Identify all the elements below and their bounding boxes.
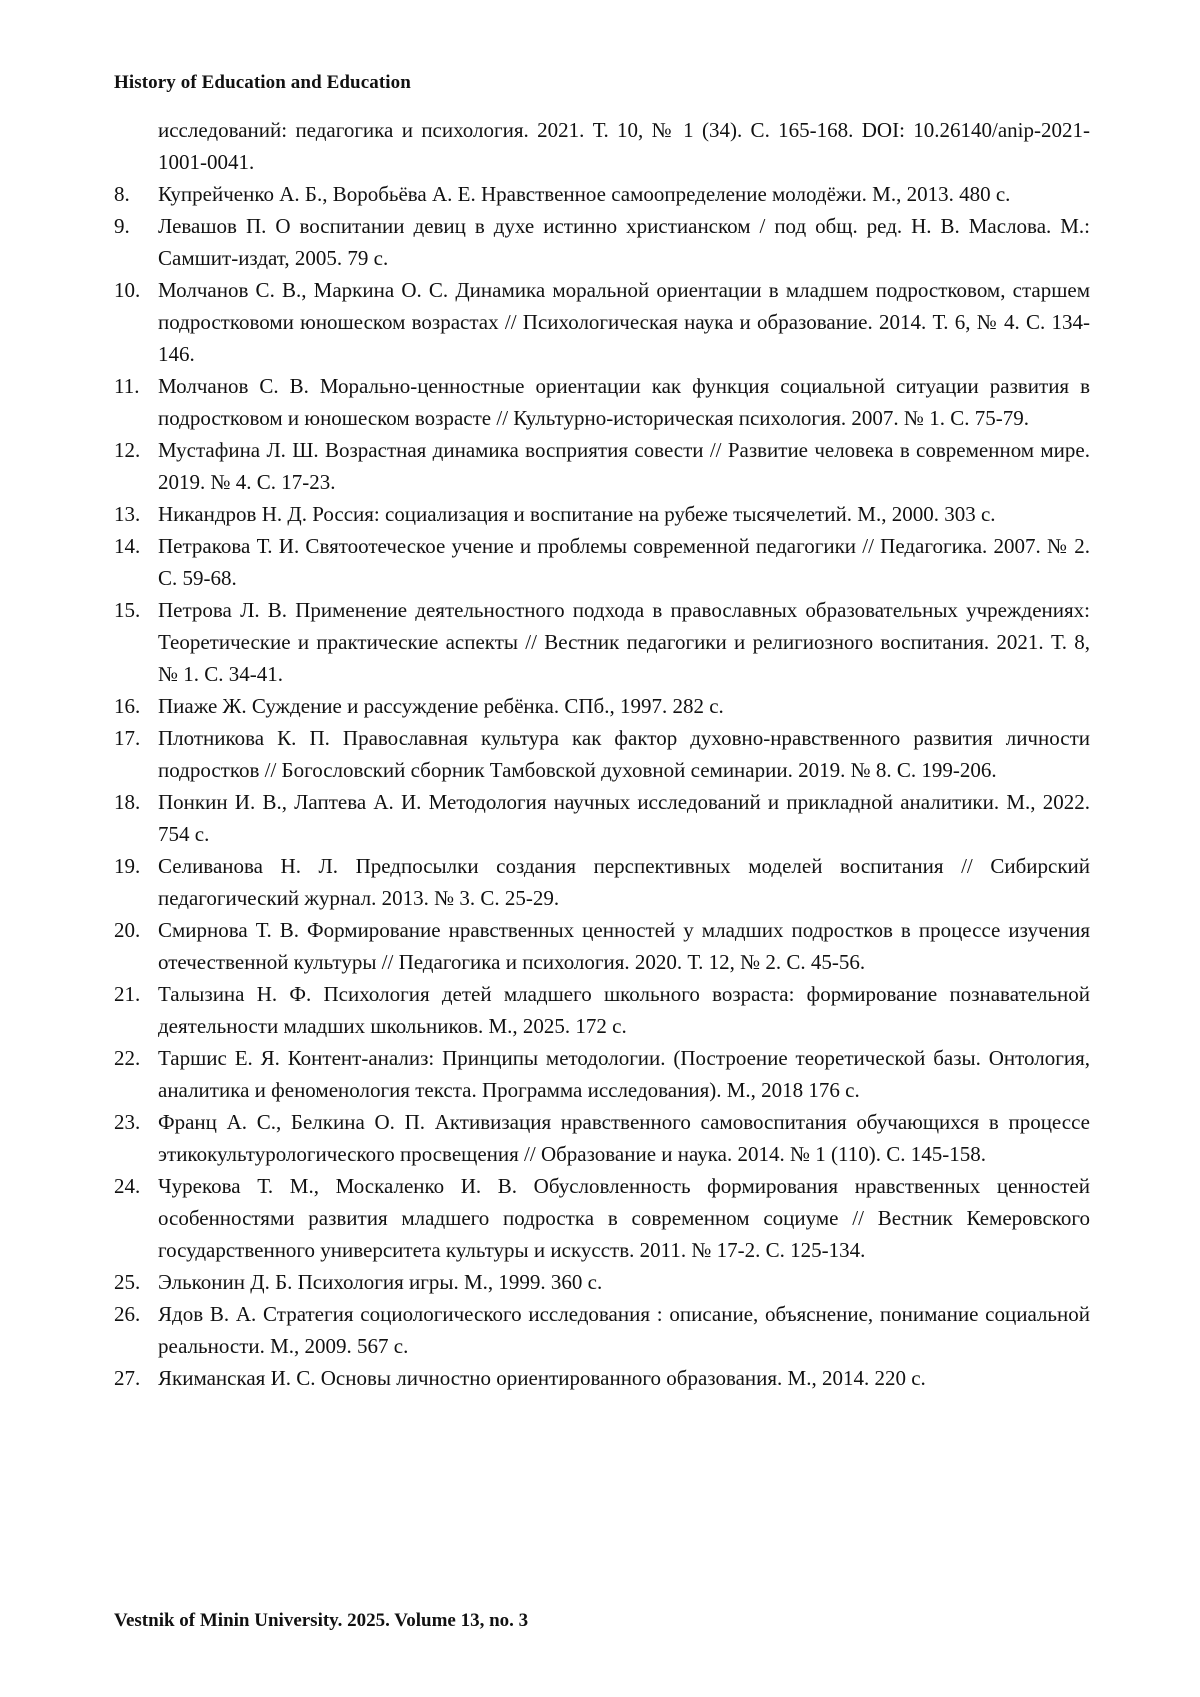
reference-number: 25.	[114, 1266, 152, 1298]
reference-item	[114, 370, 1090, 434]
reference-text: Молчанов С. В. Морально-ценностные ориентации как функция социальной ситуации развития в подростковом и юношеском возрасте // Культурно-историческая психология. 2007. № 1. С. 75-79.	[158, 370, 1090, 434]
reference-text: Смирнова Т. В. Формирование нравственных ценностей у младших подростков в процессе изучения отечественной культуры // Педагогика и психология. 2020. Т. 12, № 2. С. 45-56.	[158, 914, 1090, 978]
reference-item	[114, 1106, 1090, 1170]
reference-item	[114, 210, 1090, 274]
reference-item	[114, 498, 1090, 530]
reference-text: Таршис Е. Я. Контент-анализ: Принципы методологии. (Построение теоретической базы. Онтология, аналитика и феноменология текста. Программа исследования). М., 2018 176 с.	[158, 1042, 1090, 1106]
reference-item	[114, 1298, 1090, 1362]
reference-item	[114, 178, 1090, 210]
reference-item	[114, 914, 1090, 978]
reference-number: 19.	[114, 850, 152, 882]
reference-text: Талызина Н. Ф. Психология детей младшего школьного возраста: формирование познавательной деятельности младших школьников. М., 2025. 172 с.	[158, 978, 1090, 1042]
reference-item	[114, 978, 1090, 1042]
reference-text: Понкин И. В., Лаптева А. И. Методология научных исследований и прикладной аналитики. М., 2022. 754 с.	[158, 786, 1090, 850]
reference-number: 20.	[114, 914, 152, 946]
reference-item	[114, 786, 1090, 850]
reference-number: 11.	[114, 370, 152, 402]
reference-item	[114, 1170, 1090, 1266]
reference-number: 22.	[114, 1042, 152, 1074]
reference-text: Чурекова Т. М., Москаленко И. В. Обусловленность формирования нравственных ценностей особенностями развития младшего подростка в современном социуме // Вестник Кемеровского государственного университета культуры и искусств. 2011. № 17-2. С. 125-134.	[158, 1170, 1090, 1266]
reference-number: 12.	[114, 434, 152, 466]
reference-number: 27.	[114, 1362, 152, 1394]
running-footer: Vestnik of Minin University. 2025. Volume 13, no. 3	[114, 1610, 528, 1632]
reference-item	[114, 1266, 1090, 1298]
reference-number: 14.	[114, 530, 152, 562]
reference-item	[114, 594, 1090, 690]
reference-text: Никандров Н. Д. Россия: социализация и воспитание на рубеже тысячелетий. М., 2000. 303 с.	[158, 498, 1090, 530]
reference-item	[114, 434, 1090, 498]
journal-page	[0, 0, 1200, 1697]
reference-text: исследований: педагогика и психология. 2021. Т. 10, № 1 (34). С. 165-168. DOI: 10.26140/anip-2021-1001-0041.	[158, 114, 1090, 178]
reference-item	[114, 722, 1090, 786]
reference-text: Петракова Т. И. Святоотеческое учение и проблемы современной педагогики // Педагогика. 2007. № 2. С. 59-68.	[158, 530, 1090, 594]
reference-item	[114, 850, 1090, 914]
reference-number: 8.	[114, 178, 152, 210]
reference-number: 26.	[114, 1298, 152, 1330]
reference-text: Франц А. С., Белкина О. П. Активизация нравственного самовоспитания обучающихся в процессе этикокультурологического просвещения // Образование и наука. 2014. № 1 (110). С. 145-158.	[158, 1106, 1090, 1170]
reference-item	[114, 690, 1090, 722]
reference-item	[114, 274, 1090, 370]
reference-text: Эльконин Д. Б. Психология игры. М., 1999. 360 с.	[158, 1266, 1090, 1298]
reference-item	[114, 114, 1090, 178]
reference-text: Селиванова Н. Л. Предпосылки создания перспективных моделей воспитания // Сибирский педагогический журнал. 2013. № 3. С. 25-29.	[158, 850, 1090, 914]
reference-number: 9.	[114, 210, 152, 242]
reference-item	[114, 1042, 1090, 1106]
reference-text: Пиаже Ж. Суждение и рассуждение ребёнка. СПб., 1997. 282 с.	[158, 690, 1090, 722]
reference-number: 24.	[114, 1170, 152, 1202]
reference-text: Якиманская И. С. Основы личностно ориентированного образования. М., 2014. 220 с.	[158, 1362, 1090, 1394]
reference-number: 10.	[114, 274, 152, 306]
reference-number: 21.	[114, 978, 152, 1010]
running-header: History of Education and Education	[114, 72, 411, 94]
reference-text: Мустафина Л. Ш. Возрастная динамика восприятия совести // Развитие человека в современном мире. 2019. № 4. С. 17-23.	[158, 434, 1090, 498]
reference-number: 18.	[114, 786, 152, 818]
reference-text: Плотникова К. П. Православная культура как фактор духовно-нравственного развития личности подростков // Богословский сборник Тамбовской духовной семинарии. 2019. № 8. С. 199-206.	[158, 722, 1090, 786]
reference-item	[114, 1362, 1090, 1394]
reference-text: Молчанов С. В., Маркина О. С. Динамика моральной ориентации в младшем подростковом, старшем подростковоми юношеском возрастах // Психологическая наука и образование. 2014. Т. 6, № 4. С. 134-146.	[158, 274, 1090, 370]
reference-number: 13.	[114, 498, 152, 530]
reference-text: Петрова Л. В. Применение деятельностного подхода в православных образовательных учреждениях: Теоретические и практические аспекты // Вестник педагогики и религиозного воспитания. 2021. Т. 8, № 1. С. 34-41.	[158, 594, 1090, 690]
reference-item	[114, 530, 1090, 594]
reference-list	[114, 114, 1090, 1394]
reference-number: 15.	[114, 594, 152, 626]
reference-text: Левашов П. О воспитании девиц в духе истинно христианском / под общ. ред. Н. В. Маслова. М.: Самшит-издат, 2005. 79 с.	[158, 210, 1090, 274]
reference-number: 16.	[114, 690, 152, 722]
reference-number: 17.	[114, 722, 152, 754]
reference-number: 23.	[114, 1106, 152, 1138]
reference-text: Ядов В. А. Стратегия социологического исследования : описание, объяснение, понимание социальной реальности. М., 2009. 567 с.	[158, 1298, 1090, 1362]
reference-text: Купрейченко А. Б., Воробьёва А. Е. Нравственное самоопределение молодёжи. М., 2013. 480 с.	[158, 178, 1090, 210]
